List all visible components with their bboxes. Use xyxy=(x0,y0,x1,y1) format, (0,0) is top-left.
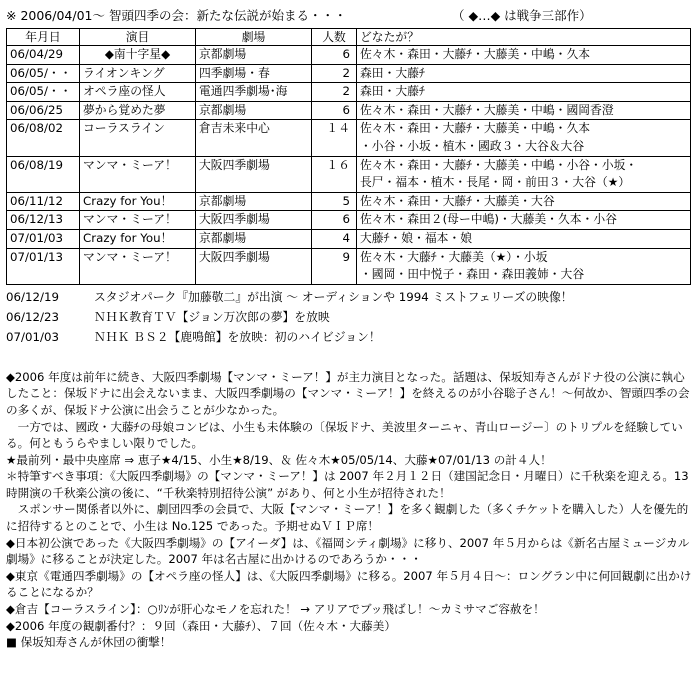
theater-cell: 電通四季劇場･海 xyxy=(196,83,312,102)
who-line: 佐々木・森田・大藤ﾁ・大藤美・中嶋・久本 xyxy=(360,47,591,61)
event-list xyxy=(6,287,694,347)
play-cell: マンマ・ミーア！ xyxy=(80,156,196,192)
who-cell xyxy=(357,211,691,230)
note-paragraph: スポンサー関係者以外に、劇団四季の会員で、大阪【マンマ・ミーア！】を多く観劇した（多くチケットを購入した）人を優先的に招待するとのことで、小生は No.125 であった。予期せぬＶＩＰ席！ xyxy=(6,502,689,534)
count-cell: 6 xyxy=(312,101,357,120)
table-header-row xyxy=(7,29,691,46)
who-cell xyxy=(357,101,691,120)
count-cell: 2 xyxy=(312,64,357,83)
event-date: 06/12/23 xyxy=(6,309,59,324)
date-cell: 07/01/03 xyxy=(7,229,80,248)
column-header-count: 人数 xyxy=(312,29,357,46)
who-cell xyxy=(357,64,691,83)
date-cell: 06/05/・・ xyxy=(7,64,80,83)
who-line: ・國岡・田中悦子・森田・森田義姉・大谷 xyxy=(360,267,585,282)
table-row xyxy=(7,229,691,248)
who-line: 長尸・福本・植木・長尾・岡・前田３・大谷（★） xyxy=(360,175,631,190)
theater-cell: 倉吉未来中心 xyxy=(196,120,312,156)
who-cell xyxy=(357,229,691,248)
count-cell: １６ xyxy=(312,156,357,192)
who-cell xyxy=(357,83,691,102)
date-cell: 06/08/02 xyxy=(7,120,80,156)
table-row xyxy=(7,211,691,230)
theater-cell: 大阪四季劇場 xyxy=(196,248,312,284)
note-paragraph: ◆日本初公演であった《大阪四季劇場》の【アイーダ】は、《福岡シティ劇場》に移り、2007 年５月からは《新名古屋ミュージカル劇場》に移ることが決定した。2007 年は名古屋に出かけるのであろうか・・・ xyxy=(6,535,690,567)
notes-section xyxy=(6,369,692,651)
header-title: ※ 2006/04/01～ 智頭四季の会：新たな伝説が始まる・・・ xyxy=(6,8,347,23)
count-cell: 6 xyxy=(312,46,357,65)
theater-cell: 京都劇場 xyxy=(196,46,312,65)
table-row xyxy=(7,120,691,156)
play-cell: Crazy for You！ xyxy=(80,229,196,248)
note-paragraph: 一方では、國政・大藤ﾁの母娘コンビは、小生も未体験の〔保坂ドナ、美波里ターニャ、青山ロージー〕のトリプルを経験している。何ともうらやましい限りでした。 xyxy=(6,419,683,451)
theater-cell: 京都劇場 xyxy=(196,229,312,248)
who-line: 森田・大藤ﾁ xyxy=(360,84,425,99)
event-date: 06/12/19 xyxy=(6,289,59,304)
date-cell: 06/11/12 xyxy=(7,192,80,211)
table-row xyxy=(7,64,691,83)
play-cell: ライオンキング xyxy=(80,64,196,83)
play-cell: Crazy for You！ xyxy=(80,192,196,211)
who-line: 森田・大藤ﾁ xyxy=(360,65,425,80)
event-date: 07/01/03 xyxy=(6,329,59,344)
theater-cell: 京都劇場 xyxy=(196,101,312,120)
count-cell: 5 xyxy=(312,192,357,211)
count-cell: 6 xyxy=(312,211,357,230)
play-cell: マンマ・ミーア！ xyxy=(80,211,196,230)
theater-cell: 四季劇場・春 xyxy=(196,64,312,83)
column-header-who: どなたが？ xyxy=(357,29,691,46)
column-header-date: 年月日 xyxy=(7,29,80,46)
count-cell: 9 xyxy=(312,248,357,284)
count-cell: １４ xyxy=(312,120,357,156)
table-row xyxy=(7,192,691,211)
note-paragraph: ★最前列・最中央座席 ⇒ 恵子★4/15、小生★8/19、＆ 佐々木★05/05/14、大藤★07/01/13 の計４人！ xyxy=(6,452,552,467)
note-paragraph: ＊特筆すべき事項：《大阪四季劇場》の【マンマ・ミーア！】は 2007 年２月１２日（建国記念日・月曜日）に千秋楽を迎える。13 時開演の千秋楽公演の後に、“千秋楽特別招待公演” があり、何と小生が招待された！ xyxy=(6,469,689,500)
who-line: 佐々木・森田・大藤ﾁ・大藤美・中嶋・久本 xyxy=(360,121,591,136)
table-row xyxy=(7,248,691,284)
who-line: 佐々木・大藤ﾁ・大藤美（★）・小坂 xyxy=(360,249,548,264)
document-header xyxy=(6,6,694,26)
play-cell: オペラ座の怪人 xyxy=(80,83,196,102)
who-line: 大藤ﾁ・娘・福本・娘 xyxy=(360,230,473,245)
note-paragraph: ◆2006 年度の観劇番付？：９回（森田・大藤ﾁ）、７回（佐々木・大藤美） xyxy=(6,618,396,633)
date-cell: 07/01/13 xyxy=(7,248,80,284)
play-cell: コーラスライン xyxy=(80,120,196,156)
who-cell xyxy=(357,192,691,211)
event-item xyxy=(6,287,694,307)
who-line: 佐々木・森田・大藤ﾁ・大藤美・中嶋・小谷・小坂・ xyxy=(360,157,638,172)
date-cell: 06/06/25 xyxy=(7,101,80,120)
table-row xyxy=(7,156,691,192)
event-item xyxy=(6,327,694,347)
date-cell: 06/08/19 xyxy=(7,156,80,192)
date-cell: 06/12/13 xyxy=(7,211,80,230)
event-text: ＮＨＫ ＢＳ２【鹿鳴館】を放映：初のハイビジョン！ xyxy=(94,329,381,344)
count-cell: 4 xyxy=(312,229,357,248)
document-page xyxy=(6,6,694,651)
column-header-theater: 劇場 xyxy=(196,29,312,46)
who-line: 佐々木・森田２(母ー中嶋)・大藤美・久本・小谷 xyxy=(360,212,617,227)
event-text: スタジオパーク『加藤敬二』が出演 ～ オーディションや 1994 ミストフェリーズの映像！ xyxy=(94,289,573,304)
theater-cell: 京都劇場 xyxy=(196,192,312,211)
who-cell xyxy=(357,46,691,65)
performance-table xyxy=(6,28,691,285)
event-text: ＮＨＫ教育ＴＶ【ジョン万次郎の夢】を放映 xyxy=(94,309,330,324)
table-row xyxy=(7,101,691,120)
theater-cell: 大阪四季劇場 xyxy=(196,156,312,192)
who-line: ・小谷・小坂・植木・國政３・大谷＆大谷 xyxy=(360,138,585,153)
who-line: 佐々木・森田・大藤ﾁ・大藤美・大谷 xyxy=(360,193,555,208)
play-cell: マンマ・ミーア！ xyxy=(80,248,196,284)
note-paragraph: ◆2006 年度は前年に続き、大阪四季劇場【マンマ・ミーア！】が主力演目となった。話題は、保坂知寿さんがドナ役の公演に執心したこと：保坂ドナに出会えないまま、大阪四季劇場の【マンマ・ミーア！】を終えるのが小谷聡子さん！～何故か、智頭四季の会の多くが、保坂ドナ公演に出会うことが少なかった。 xyxy=(6,369,690,417)
who-line: 佐々木・森田・大藤ﾁ・大藤美・中嶋・國岡香澄 xyxy=(360,102,614,117)
who-cell xyxy=(357,248,691,284)
note-paragraph: ◆倉吉【コーラスライン】：○ﾘﾝが肝心なモノを忘れた！ → アリアでブッ飛ばし！～カミサマご容赦を！ xyxy=(6,602,545,617)
note-paragraph: ◆東京《電通四季劇場》の【オペラ座の怪人】は、《大阪四季劇場》に移る。2007 年５月４日～：ロングラン中に何回観劇に出かけることになるか？ xyxy=(6,568,692,600)
play-cell: 夢から覚めた夢 xyxy=(80,101,196,120)
table-row xyxy=(7,83,691,102)
count-cell: 2 xyxy=(312,83,357,102)
who-cell xyxy=(357,156,691,192)
note-paragraph: ■ 保坂知寿さんが休団の衝撃！ xyxy=(6,635,172,650)
play-cell: ◆南十字星◆ xyxy=(80,46,196,65)
date-cell: 06/04/29 xyxy=(7,46,80,65)
theater-cell: 大阪四季劇場 xyxy=(196,211,312,230)
event-item xyxy=(6,307,694,327)
date-cell: 06/05/・・ xyxy=(7,83,80,102)
who-cell xyxy=(357,120,691,156)
column-header-play: 演目 xyxy=(80,29,196,46)
header-legend: （ ◆…◆ は戦争三部作） xyxy=(452,8,592,23)
table-row xyxy=(7,46,691,65)
